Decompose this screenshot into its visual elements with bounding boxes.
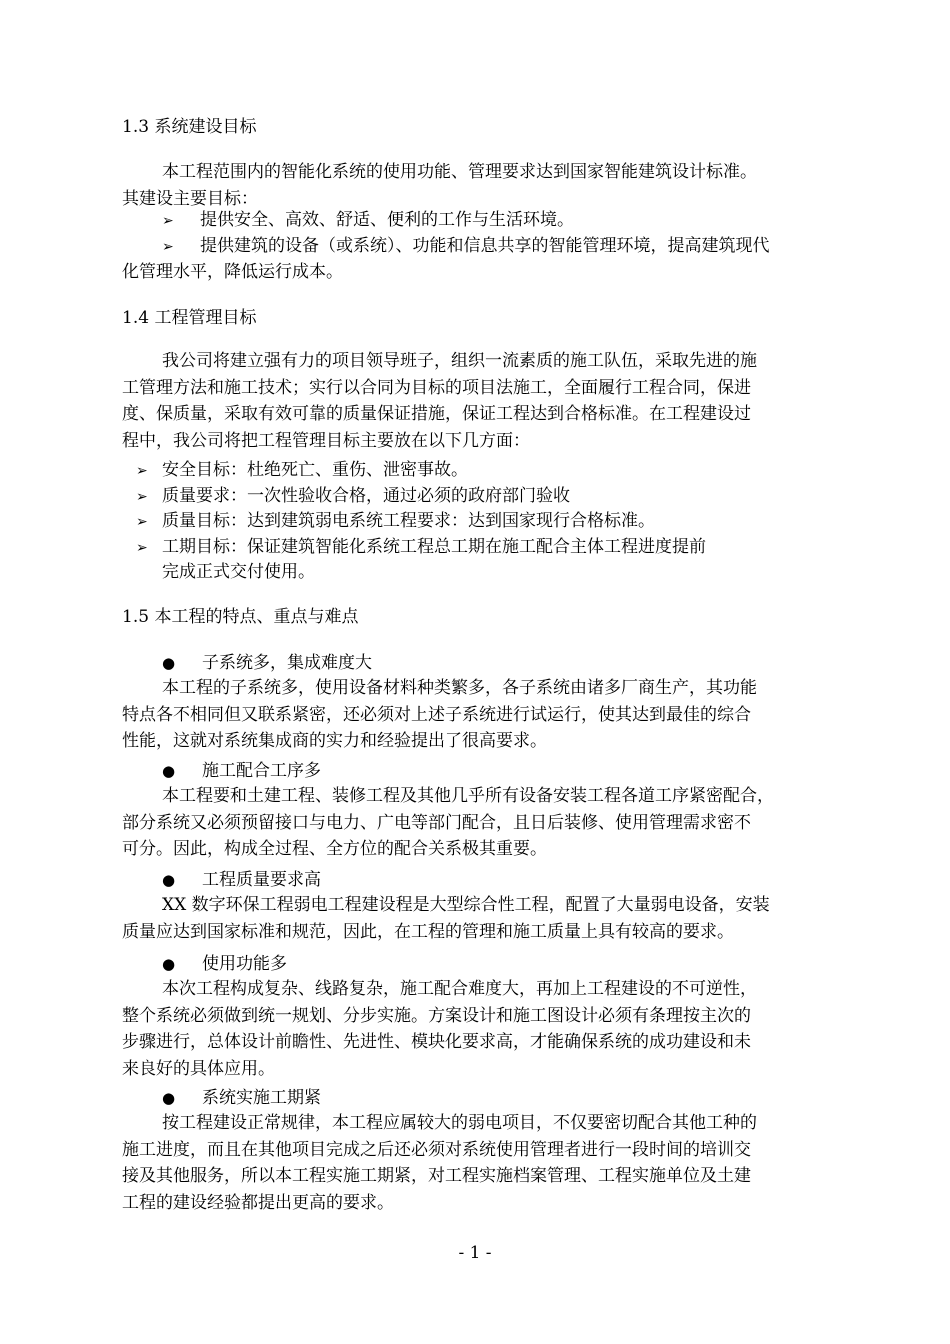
section-heading-1-4: 1.4 工程管理目标 — [122, 308, 257, 328]
feature-paragraph-2 — [122, 783, 842, 863]
paragraph-line: 施工进度，而且在其他项目完成之后还必须对系统使用管理者进行一段时间的培训交 — [122, 1139, 751, 1160]
feature-paragraph-1 — [122, 675, 842, 755]
feature-bullet-5: ● 系统实施工期紧 — [162, 1088, 321, 1108]
arrow-bullet-icon: ➢ — [136, 539, 148, 556]
paragraph-line: 来良好的具体应用。 — [122, 1058, 275, 1079]
management-goals-list — [136, 458, 836, 585]
paragraph-line: 本工程范围内的智能化系统的使用功能、管理要求达到国家智能建筑设计标准。 — [162, 162, 757, 182]
paragraph-line: 度、保质量，采取有效可靠的质量保证措施，保证工程达到合格标准。在工程建设过 — [122, 404, 751, 424]
feature-bullet-2: ● 施工配合工序多 — [162, 761, 321, 781]
paragraph-line: 程中，我公司将把工程管理目标主要放在以下几方面： — [122, 430, 530, 451]
section-heading-1-3: 1.3 系统建设目标 — [122, 117, 257, 137]
list-item: ➢ 工期目标：保证建筑智能化系统工程总工期在施工配合主体工程进度提前 — [136, 535, 836, 561]
paragraph-line: 按工程建设正常规律，本工程应属较大的弱电项目，不仅要密切配合其他工种的 — [162, 1113, 757, 1133]
paragraph-line: 整个系统必须做到统一规划、分步实施。方案设计和施工图设计必须有条理按主次的 — [122, 1005, 751, 1026]
arrow-bullet-icon: ➢ — [136, 463, 148, 479]
arrow-item-1: ➢ 提供安全、高效、舒适、便利的工作与生活环境。 — [162, 207, 842, 235]
feature-bullet-1: ● 子系统多，集成难度大 — [162, 653, 372, 673]
list-item: ➢ 质量要求：一次性验收合格，通过必须的政府部门验收 — [136, 484, 836, 510]
round-bullet-icon: ● — [162, 871, 176, 889]
paragraph-1-4-intro — [122, 348, 842, 454]
arrow-item-2-continuation: 化管理水平，降低运行成本。 — [122, 262, 343, 282]
feature-paragraph-4 — [122, 976, 842, 1082]
paragraph-line: 特点各不相同但又联系紧密，还必须对上述子系统进行试运行，使其达到最佳的综合 — [122, 704, 751, 725]
paragraph-line: 本工程的子系统多，使用设备材料种类繁多，各子系统由诸多厂商生产，其功能 — [162, 678, 757, 698]
round-bullet-icon: ● — [162, 654, 176, 672]
paragraph-line: 工程的建设经验都提出更高的要求。 — [122, 1192, 394, 1213]
paragraph-line: 可分。因此，构成全过程、全方位的配合关系极其重要。 — [122, 839, 547, 859]
paragraph-line: 接及其他服务，所以本工程实施工期紧，对工程实施档案管理、工程实施单位及土建 — [122, 1166, 751, 1186]
paragraph-line: 其建设主要目标： — [122, 188, 258, 209]
paragraph-line: 我公司将建立强有力的项目领导班子，组织一流素质的施工队伍，采取先进的施 — [162, 351, 757, 371]
arrow-bullet-icon: ➢ — [162, 213, 174, 229]
round-bullet-icon: ● — [162, 955, 176, 973]
feature-bullet-4: ● 使用功能多 — [162, 954, 287, 974]
page-number: - 1 - — [458, 1243, 492, 1263]
arrow-bullet-icon: ➢ — [162, 239, 174, 255]
paragraph-line: 部分系统又必须预留接口与电力、广电等部门配合，且日后装修、使用管理需求密不 — [122, 812, 751, 833]
list-item-continuation: 完成正式交付使用。 — [162, 562, 315, 582]
paragraph-line: 性能，这就对系统集成商的实力和经验提出了很高要求。 — [122, 731, 547, 751]
paragraph-line: XX 数字环保工程弱电工程建设程是大型综合性工程，配置了大量弱电设备，安装 — [162, 895, 770, 915]
paragraph-line: 质量应达到国家标准和规范，因此，在工程的管理和施工质量上具有较高的要求。 — [122, 921, 734, 942]
list-item: ➢ 质量目标：达到建筑弱电系统工程要求：达到国家现行合格标准。 — [136, 509, 836, 535]
arrow-bullet-icon: ➢ — [136, 514, 148, 530]
paragraph-line: 本工程要和土建工程、装修工程及其他几乎所有设备安装工程各道工序紧密配合， — [162, 786, 774, 806]
arrow-bullet-icon: ➢ — [136, 488, 148, 505]
round-bullet-icon: ● — [162, 762, 176, 780]
paragraph-1-3-intro — [122, 159, 842, 212]
arrow-item-2: ➢ 提供建筑的设备（或系统）、功能和信息共享的智能管理环境，提高建筑现代 — [162, 233, 842, 261]
paragraph-line: 本次工程构成复杂、线路复杂，施工配合难度大，再加上工程建设的不可逆性， — [162, 979, 757, 999]
feature-paragraph-5 — [122, 1110, 842, 1216]
paragraph-line: 工管理方法和施工技术；实行以合同为目标的项目法施工，全面履行工程合同，保进 — [122, 377, 751, 398]
paragraph-line: 步骤进行，总体设计前瞻性、先进性、模块化要求高，才能确保系统的成功建设和未 — [122, 1032, 751, 1052]
round-bullet-icon: ● — [162, 1089, 176, 1107]
section-heading-1-5: 1.5 本工程的特点、重点与难点 — [122, 607, 359, 627]
feature-paragraph-3 — [122, 892, 842, 945]
list-item: ➢ 安全目标：杜绝死亡、重伤、泄密事故。 — [136, 458, 836, 484]
feature-bullet-3: ● 工程质量要求高 — [162, 870, 321, 890]
